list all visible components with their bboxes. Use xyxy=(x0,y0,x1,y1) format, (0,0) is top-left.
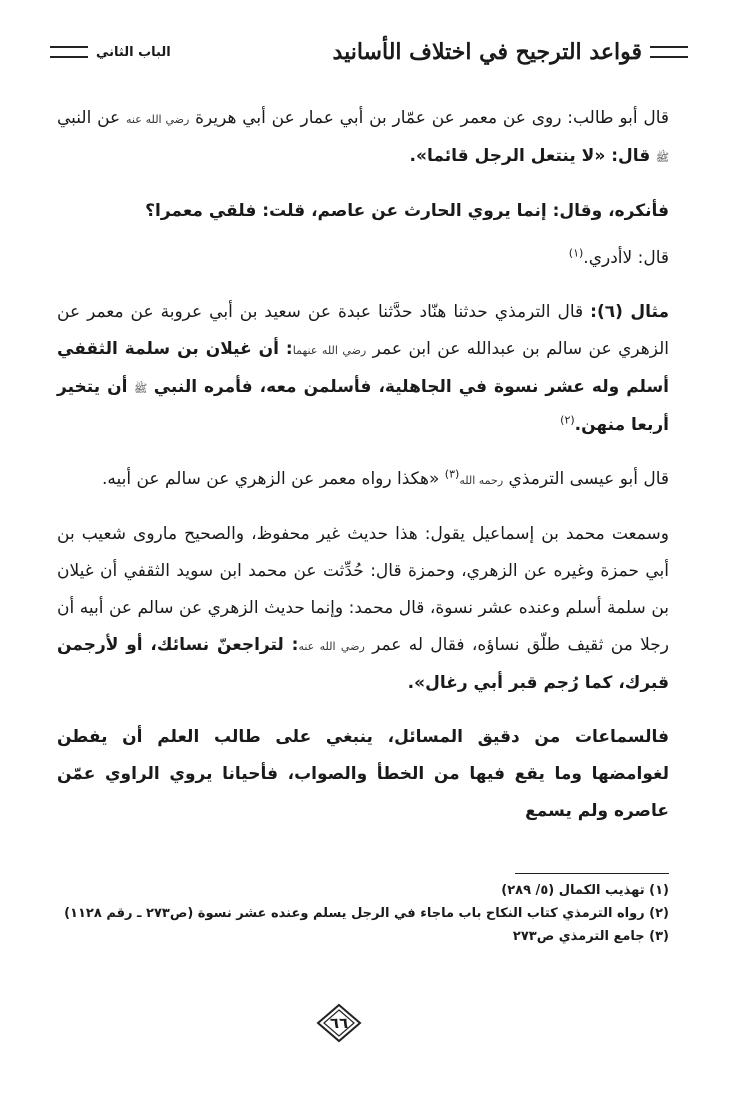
honorific: رحمه الله xyxy=(459,474,504,487)
honorific: رضي الله عنه xyxy=(126,113,190,126)
paragraph-7: فالسماعات من دقيق المسائل، ينبغي على طالب العلم أن يفطن لغوامضها وما يقع فيها من الخطأ والصواب، فأحيانا يروي الراوي عمّن عاصره ولم يسمع xyxy=(57,727,669,821)
footnote-2: (٢) رواه الترمذي كتاب النكاح باب ماجاء في الرجل يسلم وعنده عشر نسوة (ص٢٧٣ ـ رقم ١١٢٨) xyxy=(64,906,669,921)
honorific: ﷺ xyxy=(655,151,669,164)
header-ornament xyxy=(650,46,688,58)
paragraph-2: فأنكره، وقال: إنما يروي الحارث عن عاصم، قلت: فلقي معمرا؟ xyxy=(145,201,669,221)
paragraph-4: مثال (٦): قال الترمذي حدثنا هنّاد حدَّثنا عبدة عن سعيد بن أبي عروبة عن معمر عن الزهري عن سالم بن عبدالله عن ابن عمر رضي الله عنهما: أن غيلان بن سلمة الثقفي أسلم وله عشر نسوة في الجاهلية، فأسلمن معه، فأمره النبي ﷺ أن يتخير أربعا منهن.$^{(٢)}$ xyxy=(57,302,670,435)
paragraph-6: وسمعت محمد بن إسماعيل يقول: هذا حديث غير محفوظ، والصحيح ماروى شعيب بن أبي حمزة وغيره عن الزهري، وحمزة قال: حُدِّثت عن محمد ابن سويد الثقفي أن غيلان بن سلمة أسلم وعنده عشر نسوة، قال محمد: وإنما حديث الزهري عن سالم عن أبيه أن رجلا من ثقيف طلّق نساؤه، فقال له عمر رضي الله عنه: لتراجعنّ نسائك، أو لأرجمن قبرك، كما رُجم قبر أبي رغال». xyxy=(57,524,670,693)
footnote-3: (٣) جامع الترمذي ص٢٧٣ xyxy=(512,929,669,944)
chapter-title xyxy=(50,45,171,60)
footnotes xyxy=(57,880,669,949)
book-title xyxy=(333,39,688,65)
header-ornament xyxy=(50,46,88,58)
footnote-ref: (٣) xyxy=(444,467,460,481)
book-title-text: قواعد الترجيح في اختلاف الأسانيد xyxy=(332,39,642,65)
page-number xyxy=(314,1003,364,1043)
footnote-1: (١) تهذيب الكمال (٥/ ٢٨٩) xyxy=(501,883,669,898)
honorific: ﷺ xyxy=(133,382,148,395)
footnote-separator xyxy=(515,873,669,874)
honorific: رضي الله عنهما xyxy=(292,344,367,357)
main-text xyxy=(57,100,669,847)
example-label: مثال (٦): xyxy=(590,302,669,322)
paragraph-5: قال أبو عيسى الترمذي رحمه الله$^{(٣)}$ «هكذا رواه معمر عن الزهري عن سالم عن أبيه. xyxy=(101,467,669,489)
chapter-title-text: الباب الثاني xyxy=(96,44,171,60)
footnote-ref: (٢) xyxy=(560,413,575,427)
honorific: رضي الله عنه xyxy=(298,640,365,653)
paragraph-1: قال أبو طالب: روى عن معمر عن عمّار بن أبي عمار عن أبي هريرة رضي الله عنه عن النبي ﷺ قال: «لا ينتعل الرجل قائما». xyxy=(57,108,670,166)
paragraph-3: قال: لاأدري.$^{(١)}$ xyxy=(568,246,669,268)
running-header xyxy=(50,30,688,74)
footnote-ref: (١) xyxy=(568,246,584,260)
page-number-text: ٦٦ xyxy=(329,1014,349,1032)
